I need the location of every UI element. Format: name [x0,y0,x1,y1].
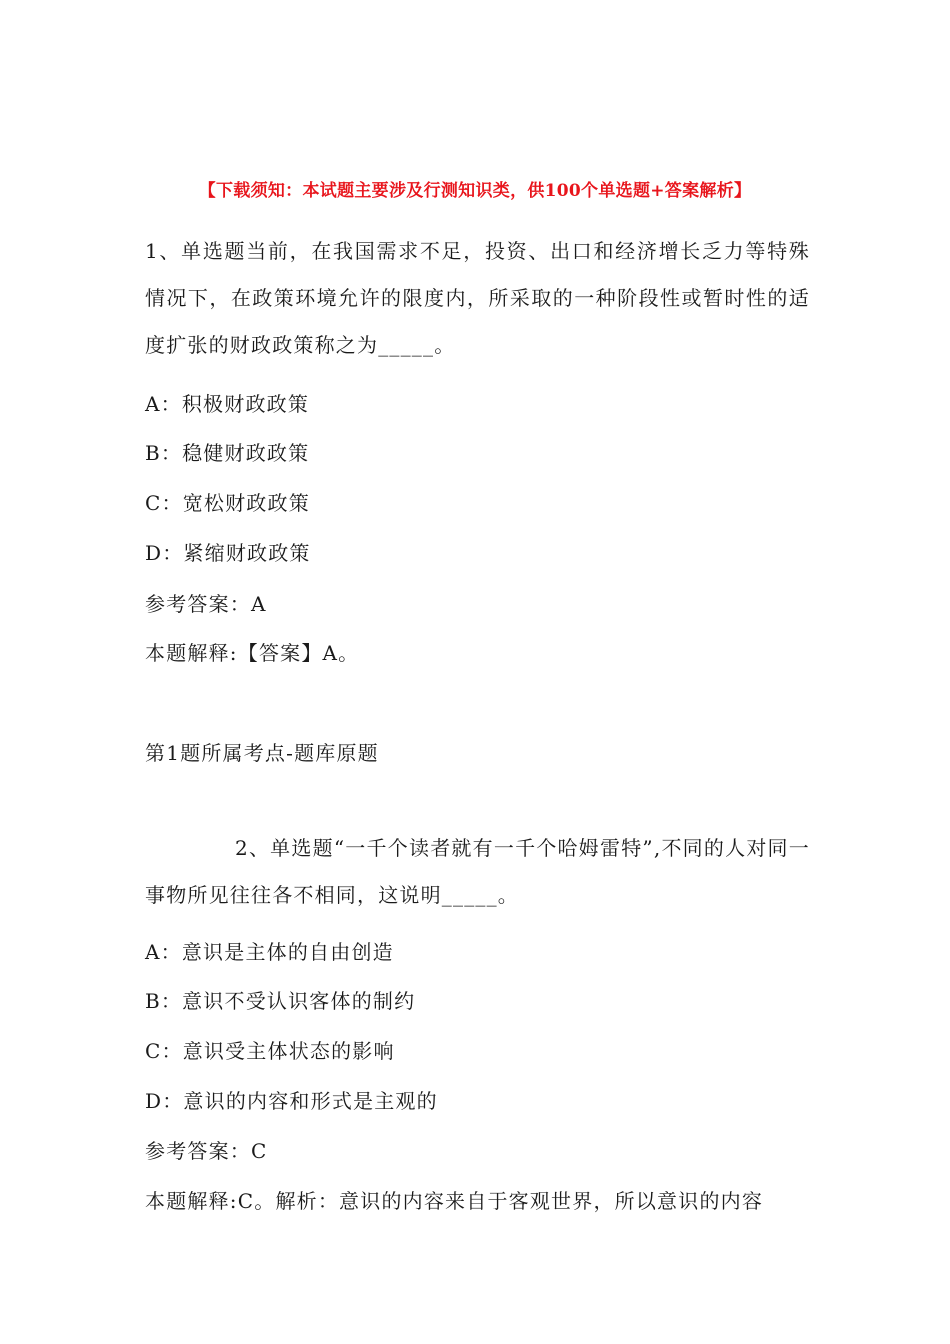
question-2-option-a: A：意识是主体的自由创造 [145,940,394,964]
question-2-option-b: B：意识不受认识客体的制约 [145,989,416,1013]
question-1-option-d: D：紧缩财政政策 [145,541,311,565]
download-notice: 【下载须知：本试题主要涉及行测知识类，供100个单选题+答案解析】 [198,181,752,201]
question-1-option-c: C：宽松财政政策 [145,491,310,515]
question-2-explanation: 本题解释:C。解析：意识的内容来自于客观世界，所以意识的内容 [145,1189,764,1213]
question-2-option-d: D：意识的内容和形式是主观的 [145,1089,438,1113]
question-1-option-b: B：稳健财政政策 [145,441,310,465]
question-1-option-a: A：积极财政政策 [145,392,310,416]
question-2-option-c: C：意识受主体状态的影响 [145,1039,395,1063]
question-1-answer: 参考答案：A [145,592,267,616]
question-2-stem: 2、单选题“一千个读者就有一千个哈姆雷特”,不同的人对同一事物所见往往各不相同，这说明_____。 [145,836,810,907]
question-1-source: 第1题所属考点-题库原题 [145,741,379,765]
question-1-explanation: 本题解释:【答案】A。 [145,641,360,665]
question-2-answer: 参考答案：C [145,1139,268,1163]
question-1-stem: 1、单选题当前，在我国需求不足，投资、出口和经济增长乏力等特殊情况下，在政策环境允许的限度内，所采取的一种阶段性或暂时性的适度扩张的财政政策称之为_____。 [145,239,810,357]
